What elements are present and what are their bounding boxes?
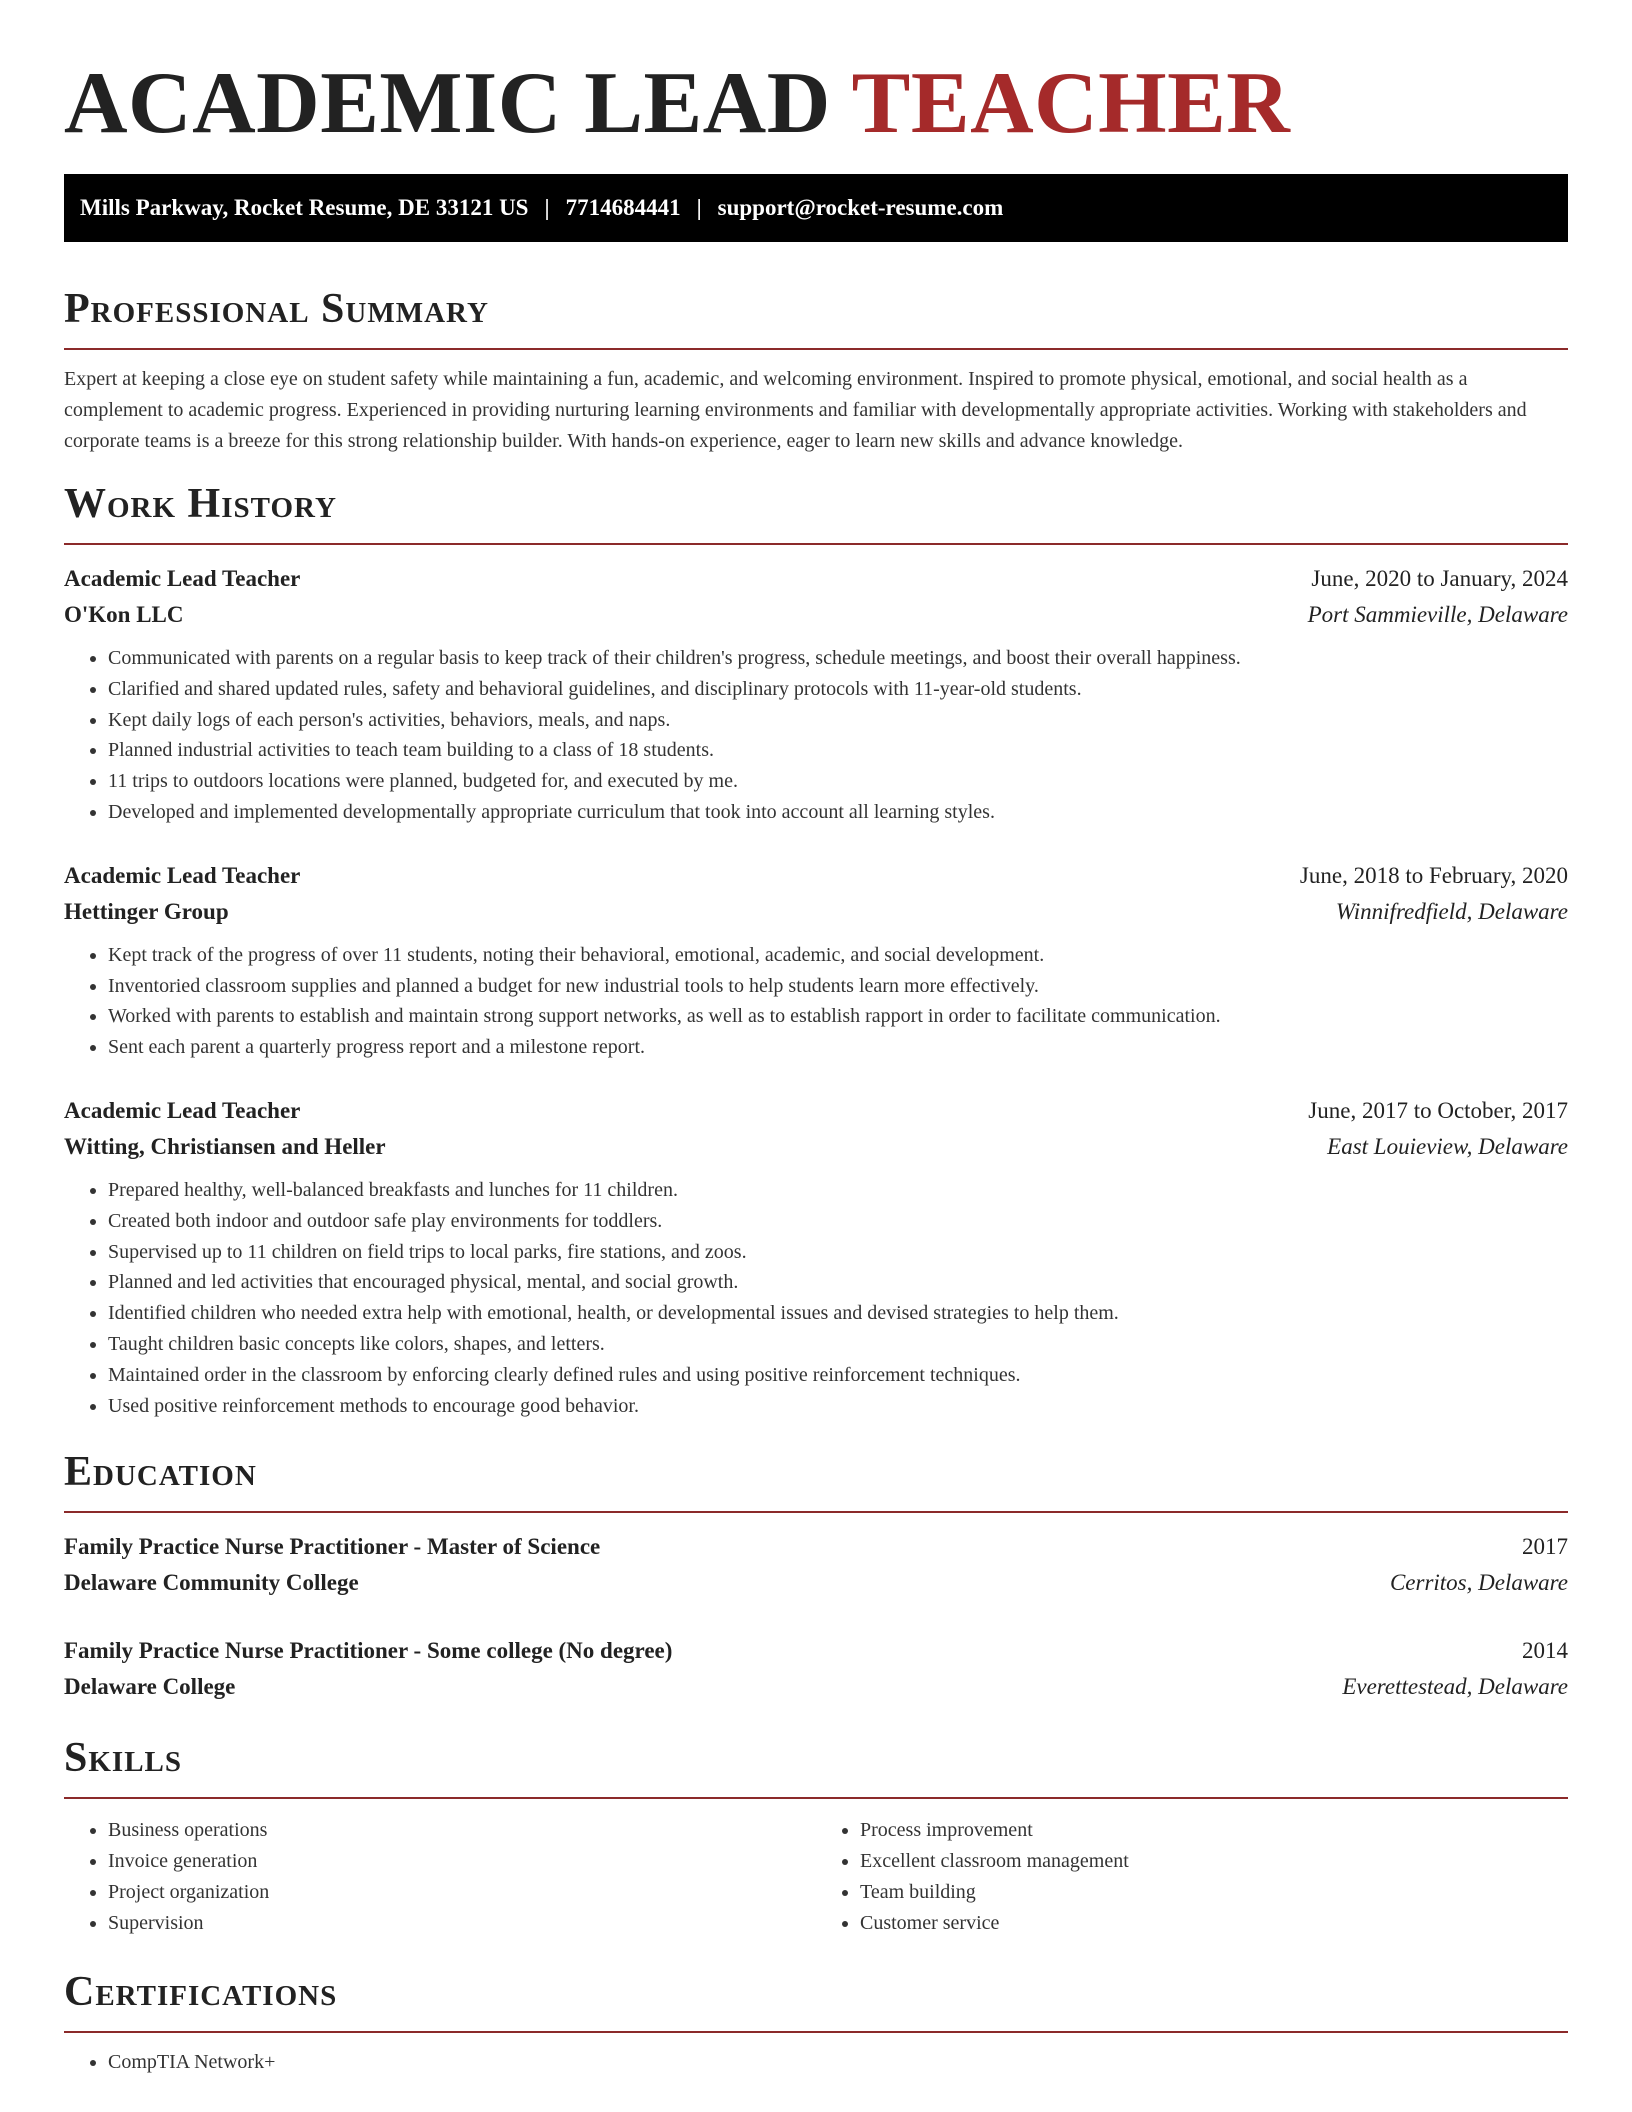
company-name: Hettinger Group (64, 898, 229, 924)
contact-separator: | (544, 195, 550, 220)
degree-name: Family Practice Nurse Practitioner - Master of Science (64, 1534, 601, 1560)
job-duties (64, 1175, 1568, 1421)
duty-item: • Communicated with parents on a regular basis to keep track of their children's progress, schedule meetings, and boost their overall happiness. (108, 643, 1568, 674)
education-title: Education (64, 1449, 257, 1496)
candidate-name (64, 54, 1568, 154)
contact-separator: | (696, 195, 702, 220)
section-divider (64, 348, 1568, 350)
skill-item: • Supervision (108, 1908, 816, 1939)
job-dates: June, 2020 to January, 2024 (1311, 566, 1568, 591)
duty-item: • Worked with parents to establish and maintain strong support networks, as well as to establish rapport in order to facilitate communication. (108, 1001, 1568, 1032)
job-entry (64, 858, 1568, 1063)
job-entry (64, 561, 1568, 828)
skill-item: • Project organization (108, 1877, 816, 1908)
duty-item: • Kept daily logs of each person's activities, behaviors, meals, and naps. (108, 705, 1568, 736)
certifications-list (64, 2047, 1568, 2078)
job-title: Academic Lead Teacher (64, 862, 301, 888)
summary-section (64, 284, 1568, 457)
graduation-year: 2014 (1522, 1638, 1568, 1664)
company-name: O'Kon LLC (64, 602, 184, 627)
job-duties (64, 940, 1568, 1063)
job-dates: June, 2018 to February, 2020 (1299, 862, 1568, 888)
duty-item: • Kept track of the progress of over 11 students, noting their behavioral, emotional, academic, and social development. (108, 940, 1568, 971)
duty-item: • Used positive reinforcement methods to encourage good behavior. (108, 1391, 1568, 1422)
skill-item: • Customer service (860, 1908, 1568, 1939)
name-part-1: ACADEMIC LEAD (64, 55, 831, 152)
skills-grid (64, 1815, 1568, 1938)
job-entry (64, 1093, 1568, 1421)
duty-item: • Identified children who needed extra help with emotional, health, or developmental issues and devised strategies to help them. (108, 1298, 1568, 1329)
duty-item: • Inventoried classroom supplies and planned a budget for new industrial tools to help students learn more effectively. (108, 971, 1568, 1002)
school-location: Cerritos, Delaware (1389, 1570, 1568, 1596)
job-location: Port Sammieville, Delaware (1307, 602, 1568, 627)
education-entry (64, 1633, 1568, 1705)
certifications-section (64, 1967, 1568, 2078)
duty-item: • Planned industrial activities to teach team building to a class of 18 students. (108, 735, 1568, 766)
job-location: East Louieview, Delaware (1327, 1133, 1568, 1159)
company-name: Witting, Christiansen and Heller (64, 1133, 386, 1159)
certification-item: • CompTIA Network+ (108, 2047, 1568, 2078)
skill-item: • Excellent classroom management (860, 1846, 1568, 1877)
school-location: Everettestead, Delaware (1342, 1674, 1568, 1700)
contact-email: support@rocket-resume.com (717, 195, 1004, 220)
duty-item: • Taught children basic concepts like colors, shapes, and letters. (108, 1329, 1568, 1360)
skills-column-left (64, 1815, 816, 1938)
skill-item: • Team building (860, 1877, 1568, 1908)
graduation-year: 2017 (1522, 1534, 1568, 1560)
skills-column-right (816, 1815, 1568, 1938)
education-entry (64, 1529, 1568, 1601)
job-duties (64, 643, 1568, 828)
skill-item: • Business operations (108, 1815, 816, 1846)
contact-bar (64, 174, 1568, 242)
duty-item: • Created both indoor and outdoor safe play environments for toddlers. (108, 1206, 1568, 1237)
school-name: Delaware Community College (64, 1570, 359, 1596)
certifications-title: Certifications (64, 1968, 338, 2015)
section-divider (64, 1797, 1568, 1799)
section-divider (64, 1511, 1568, 1513)
contact-phone: 7714684441 (565, 195, 681, 220)
school-name: Delaware College (64, 1674, 236, 1700)
duty-item: • Supervised up to 11 children on field trips to local parks, fire stations, and zoos. (108, 1237, 1568, 1268)
job-location: Winnifredfield, Delaware (1335, 898, 1568, 924)
contact-address: Mills Parkway, Rocket Resume, DE 33121 US (80, 195, 529, 220)
job-title: Academic Lead Teacher (64, 1097, 301, 1123)
duty-item: • Planned and led activities that encouraged physical, mental, and social growth. (108, 1267, 1568, 1298)
duty-item: • Sent each parent a quarterly progress report and a milestone report. (108, 1032, 1568, 1063)
section-divider (64, 2031, 1568, 2033)
job-dates: June, 2017 to October, 2017 (1308, 1097, 1568, 1123)
skills-title: Skills (64, 1735, 183, 1782)
work-history-section (64, 479, 1568, 1421)
work-history-title: Work History (64, 481, 337, 527)
summary-text: Expert at keeping a close eye on student safety while maintaining a fun, academic, and welcoming environment. Inspired to promote physical, emotional, and social health as a complement to academic progress. Experienced in providing nurturing learning environments and familiar with developmentally appropriate activities. Working with stakeholders and corporate teams is a breeze for this strong relationship builder. With hands-on experience, eager to learn new skills and advance knowledge. (64, 368, 1527, 452)
duty-item: • 11 trips to outdoors locations were planned, budgeted for, and executed by me. (108, 766, 1568, 797)
duty-item: • Maintained order in the classroom by enforcing clearly defined rules and using positive reinforcement techniques. (108, 1360, 1568, 1391)
section-divider (64, 543, 1568, 545)
name-part-2: TEACHER (851, 55, 1291, 152)
duty-item: • Prepared healthy, well-balanced breakfasts and lunches for 11 children. (108, 1175, 1568, 1206)
resume-content (64, 54, 1568, 2077)
skill-item: • Invoice generation (108, 1846, 816, 1877)
skills-section (64, 1733, 1568, 1938)
summary-title: Professional Summary (64, 286, 489, 332)
job-title: Academic Lead Teacher (64, 566, 301, 591)
education-section (64, 1447, 1568, 1705)
duty-item: • Developed and implemented developmentally appropriate curriculum that took into account all learning styles. (108, 797, 1568, 828)
duty-item: • Clarified and shared updated rules, safety and behavioral guidelines, and disciplinary protocols with 11-year-old students. (108, 674, 1568, 705)
degree-name: Family Practice Nurse Practitioner - Some college (No degree) (64, 1638, 673, 1664)
skill-item: • Process improvement (860, 1815, 1568, 1846)
